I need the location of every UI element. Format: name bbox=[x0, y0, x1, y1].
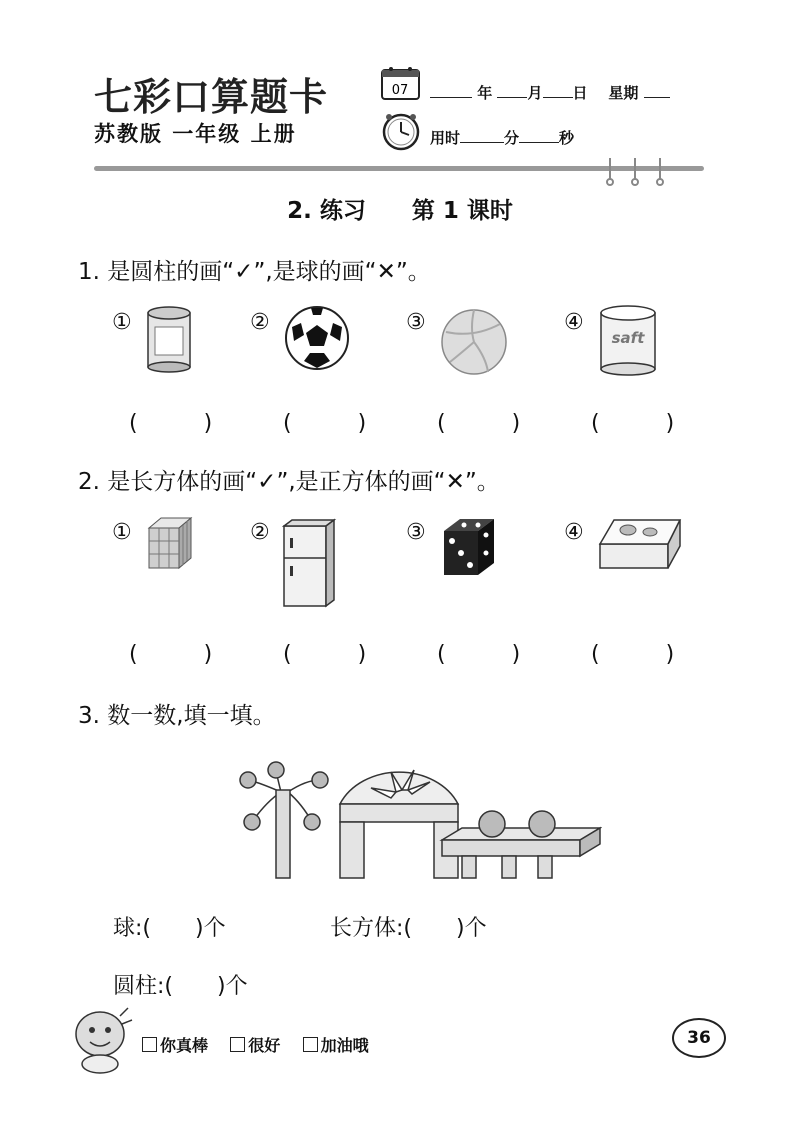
q1-answer-4[interactable]: ( ) bbox=[591, 411, 675, 436]
question-3-prompt: 3. 数一数,填一填。 bbox=[78, 703, 276, 729]
clock-icon bbox=[380, 110, 422, 152]
block-shapes-illustration bbox=[236, 752, 602, 882]
day-label: 日 bbox=[572, 84, 588, 102]
second-label: 秒 bbox=[559, 129, 575, 147]
q2-answer-2[interactable]: ( ) bbox=[283, 642, 367, 667]
dice-icon bbox=[440, 517, 498, 579]
q2-answer-4[interactable]: ( ) bbox=[591, 642, 675, 667]
weekday-label: 星期 bbox=[608, 84, 639, 102]
ball-tree bbox=[240, 762, 328, 878]
q1-marker-3: ③ bbox=[406, 310, 426, 335]
q2-marker-2: ② bbox=[250, 520, 270, 545]
minute-label: 分 bbox=[504, 129, 520, 147]
praise-checkbox-keep-going[interactable]: 加油哦 bbox=[303, 1036, 369, 1055]
q1-marker-4: ④ bbox=[564, 310, 584, 335]
tin-can-icon bbox=[145, 305, 193, 373]
date-line bbox=[430, 82, 670, 103]
q2-marker-4: ④ bbox=[564, 520, 584, 545]
calendar-number: 07 bbox=[391, 83, 409, 98]
q2-marker-1: ① bbox=[112, 520, 132, 545]
q2-marker-3: ③ bbox=[406, 520, 426, 545]
q1-marker-1: ① bbox=[112, 310, 132, 335]
checkbox-icon bbox=[303, 1037, 318, 1052]
saft-container-icon bbox=[597, 303, 659, 377]
year-label: 年 bbox=[477, 84, 493, 102]
praise-checkbox-good[interactable]: 很好 bbox=[230, 1036, 280, 1055]
question-1-prompt: 1. 是圆柱的画“✓”,是球的画“✕”。 bbox=[78, 259, 431, 285]
q2-answer-1[interactable]: ( ) bbox=[129, 642, 213, 667]
page-number: 36 bbox=[672, 1018, 726, 1058]
q1-answer-3[interactable]: ( ) bbox=[437, 411, 521, 436]
question-2-prompt: 2. 是长方体的画“✓”,是正方体的画“✕”。 bbox=[78, 469, 500, 495]
time-line bbox=[430, 127, 574, 148]
q1-marker-2: ② bbox=[250, 310, 270, 335]
rubiks-cube-icon bbox=[146, 516, 196, 570]
cartoon-mascot-icon bbox=[66, 1004, 136, 1074]
refrigerator-icon bbox=[282, 518, 338, 608]
q2-answer-3[interactable]: ( ) bbox=[437, 642, 521, 667]
q1-answer-1[interactable]: ( ) bbox=[129, 411, 213, 436]
brand-title: 七彩口算题卡 bbox=[94, 74, 329, 119]
q1-answer-2[interactable]: ( ) bbox=[283, 411, 367, 436]
lesson-title: 2. 练习 第 1 课时 bbox=[287, 198, 513, 224]
month-label: 月 bbox=[527, 84, 543, 102]
checkbox-icon bbox=[142, 1037, 157, 1052]
calendar-icon bbox=[380, 64, 422, 102]
praise-options bbox=[142, 1033, 369, 1056]
time-label: 用时 bbox=[430, 129, 461, 147]
cylinder-count-label[interactable]: 圆柱:( )个 bbox=[113, 974, 248, 999]
saft-logo-text: saft bbox=[611, 329, 645, 347]
checkbox-icon bbox=[230, 1037, 245, 1052]
cuboid-count-label[interactable]: 长方体:( )个 bbox=[330, 916, 487, 941]
binder-rings-decoration bbox=[600, 156, 670, 186]
ball-count-label[interactable]: 球:( )个 bbox=[113, 916, 226, 941]
soccer-ball-icon bbox=[284, 305, 350, 371]
volleyball-icon bbox=[440, 308, 508, 376]
biscuit-box-icon bbox=[598, 518, 682, 572]
edition-label: 苏教版 一年级 上册 bbox=[94, 122, 297, 146]
praise-checkbox-great[interactable]: 你真棒 bbox=[142, 1036, 208, 1055]
